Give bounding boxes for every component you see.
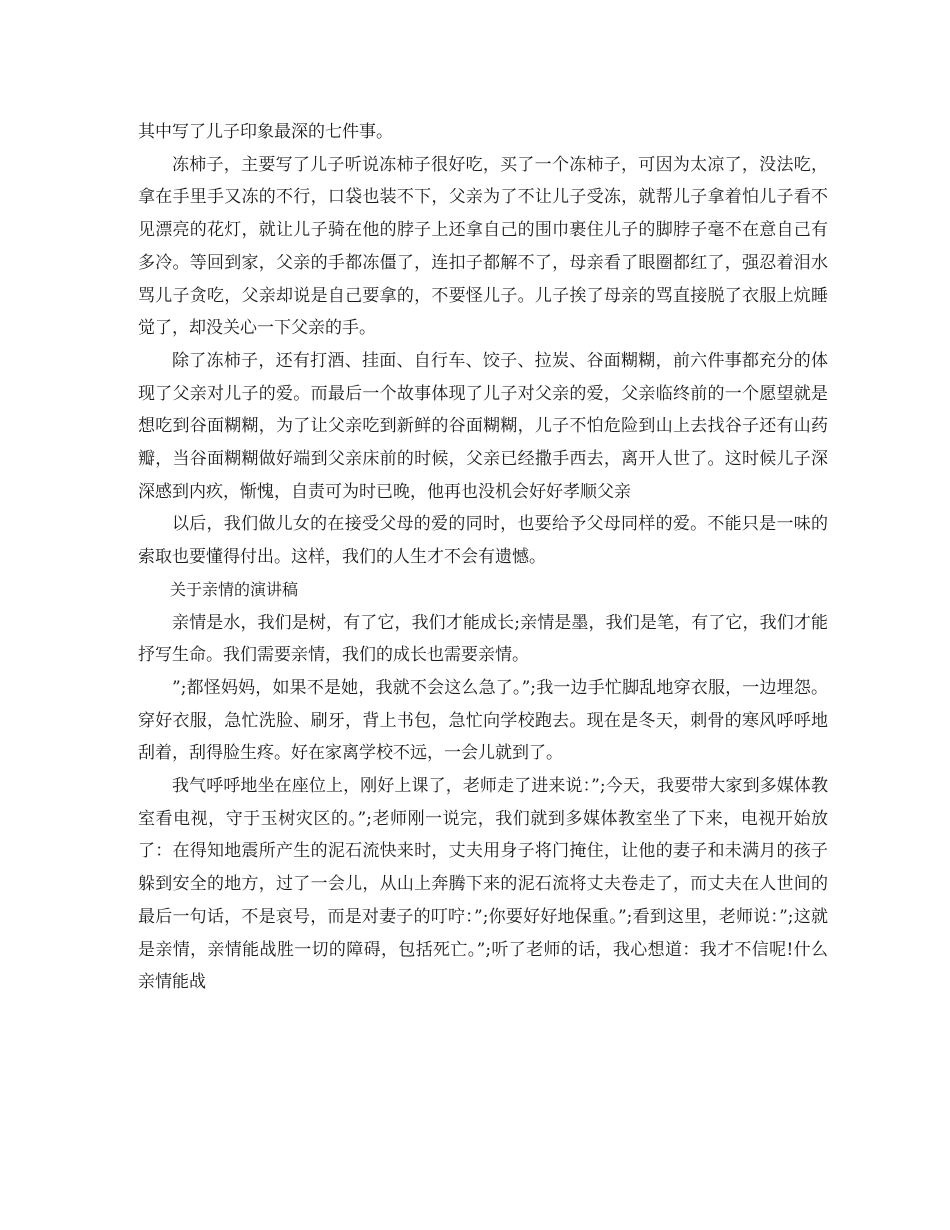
- paragraph-intro: 其中写了儿子印象最深的七件事。: [138, 122, 393, 142]
- document-body: [138, 116, 828, 999]
- paragraph-conclusion: 以后，我们做儿女的在接受父母的爱的同时，也要给予父母同样的爱。不能只是一味的索取也要懂得付出。这样，我们的人生才不会有遗憾。: [138, 514, 828, 568]
- paragraph-morning: ”;都怪妈妈，如果不是她，我就不会这么急了。”;我一边手忙脚乱地穿衣服，一边埋怨。穿好衣服，急忙洗脸、刷牙，背上书包，急忙向学校跑去。现在是冬天，刺骨的寒风呼呼地刮着，刮得脸生疼。好在家离学校不远，一会儿就到了。: [138, 677, 828, 764]
- paragraph-classroom: 我气呼呼地坐在座位上，刚好上课了，老师走了进来说：”;今天，我要带大家到多媒体教室看电视，守于玉树灾区的。”;老师刚一说完，我们就到多媒体教室坐了下来，电视开始放了：在得知地震所产生的泥石流快来时，丈夫用身子将门掩住，让他的妻子和未满月的孩子躲到安全的地方，过了一会儿，从山上奔腾下来的泥石流将丈夫卷走了，而丈夫在人世间的最后一句话，不是哀号，而是对妻子的叮咛：”;你要好好地保重。”;看到这里，老师说：”;这就是亲情，亲情能战胜一切的障碍，包括死亡。”;听了老师的话，我心想道：我才不信呢!什么亲情能战: [138, 776, 828, 993]
- section-title: 关于亲情的演讲稿: [170, 579, 299, 599]
- paragraph-frozen-persimmon: 冻柿子，主要写了儿子听说冻柿子很好吃，买了一个冻柿子，可因为太凉了，没法吃，拿在手里手又冻的不行，口袋也装不下，父亲为了不让儿子受冻，就帮儿子拿着怕儿子看不见漂亮的花灯，就让儿子骑在他的脖子上还拿自己的围巾裹住儿子的脚脖子毫不在意自己有多冷。等回到家，父亲的手都冻僵了，连扣子都解不了，母亲看了眼圈都红了，强忍着泪水骂儿子贪吃，父亲却说是自己要拿的，不要怪儿子。儿子挨了母亲的骂直接脱了衣服上炕睡觉了，却没关心一下父亲的手。: [138, 154, 828, 339]
- paragraph-speech-opening: 亲情是水，我们是树，有了它，我们才能成长;亲情是墨，我们是笔，有了它，我们才能抒写生命。我们需要亲情，我们的成长也需要亲情。: [138, 612, 828, 666]
- paragraph-other-stories: 除了冻柿子，还有打酒、挂面、自行车、饺子、拉炭、谷面糊糊，前六件事都充分的体现了父亲对儿子的爱。而最后一个故事体现了儿子对父亲的爱，父亲临终前的一个愿望就是想吃到谷面糊糊，为了让父亲吃到新鲜的谷面糊糊，儿子不怕危险到山上去找谷子还有山药瓣，当谷面糊糊做好端到父亲床前的时候，父亲已经撒手西去，离开人世了。这时候儿子深深感到内疚，惭愧，自责可为时已晚，他再也没机会好好孝顺父亲: [138, 350, 828, 502]
